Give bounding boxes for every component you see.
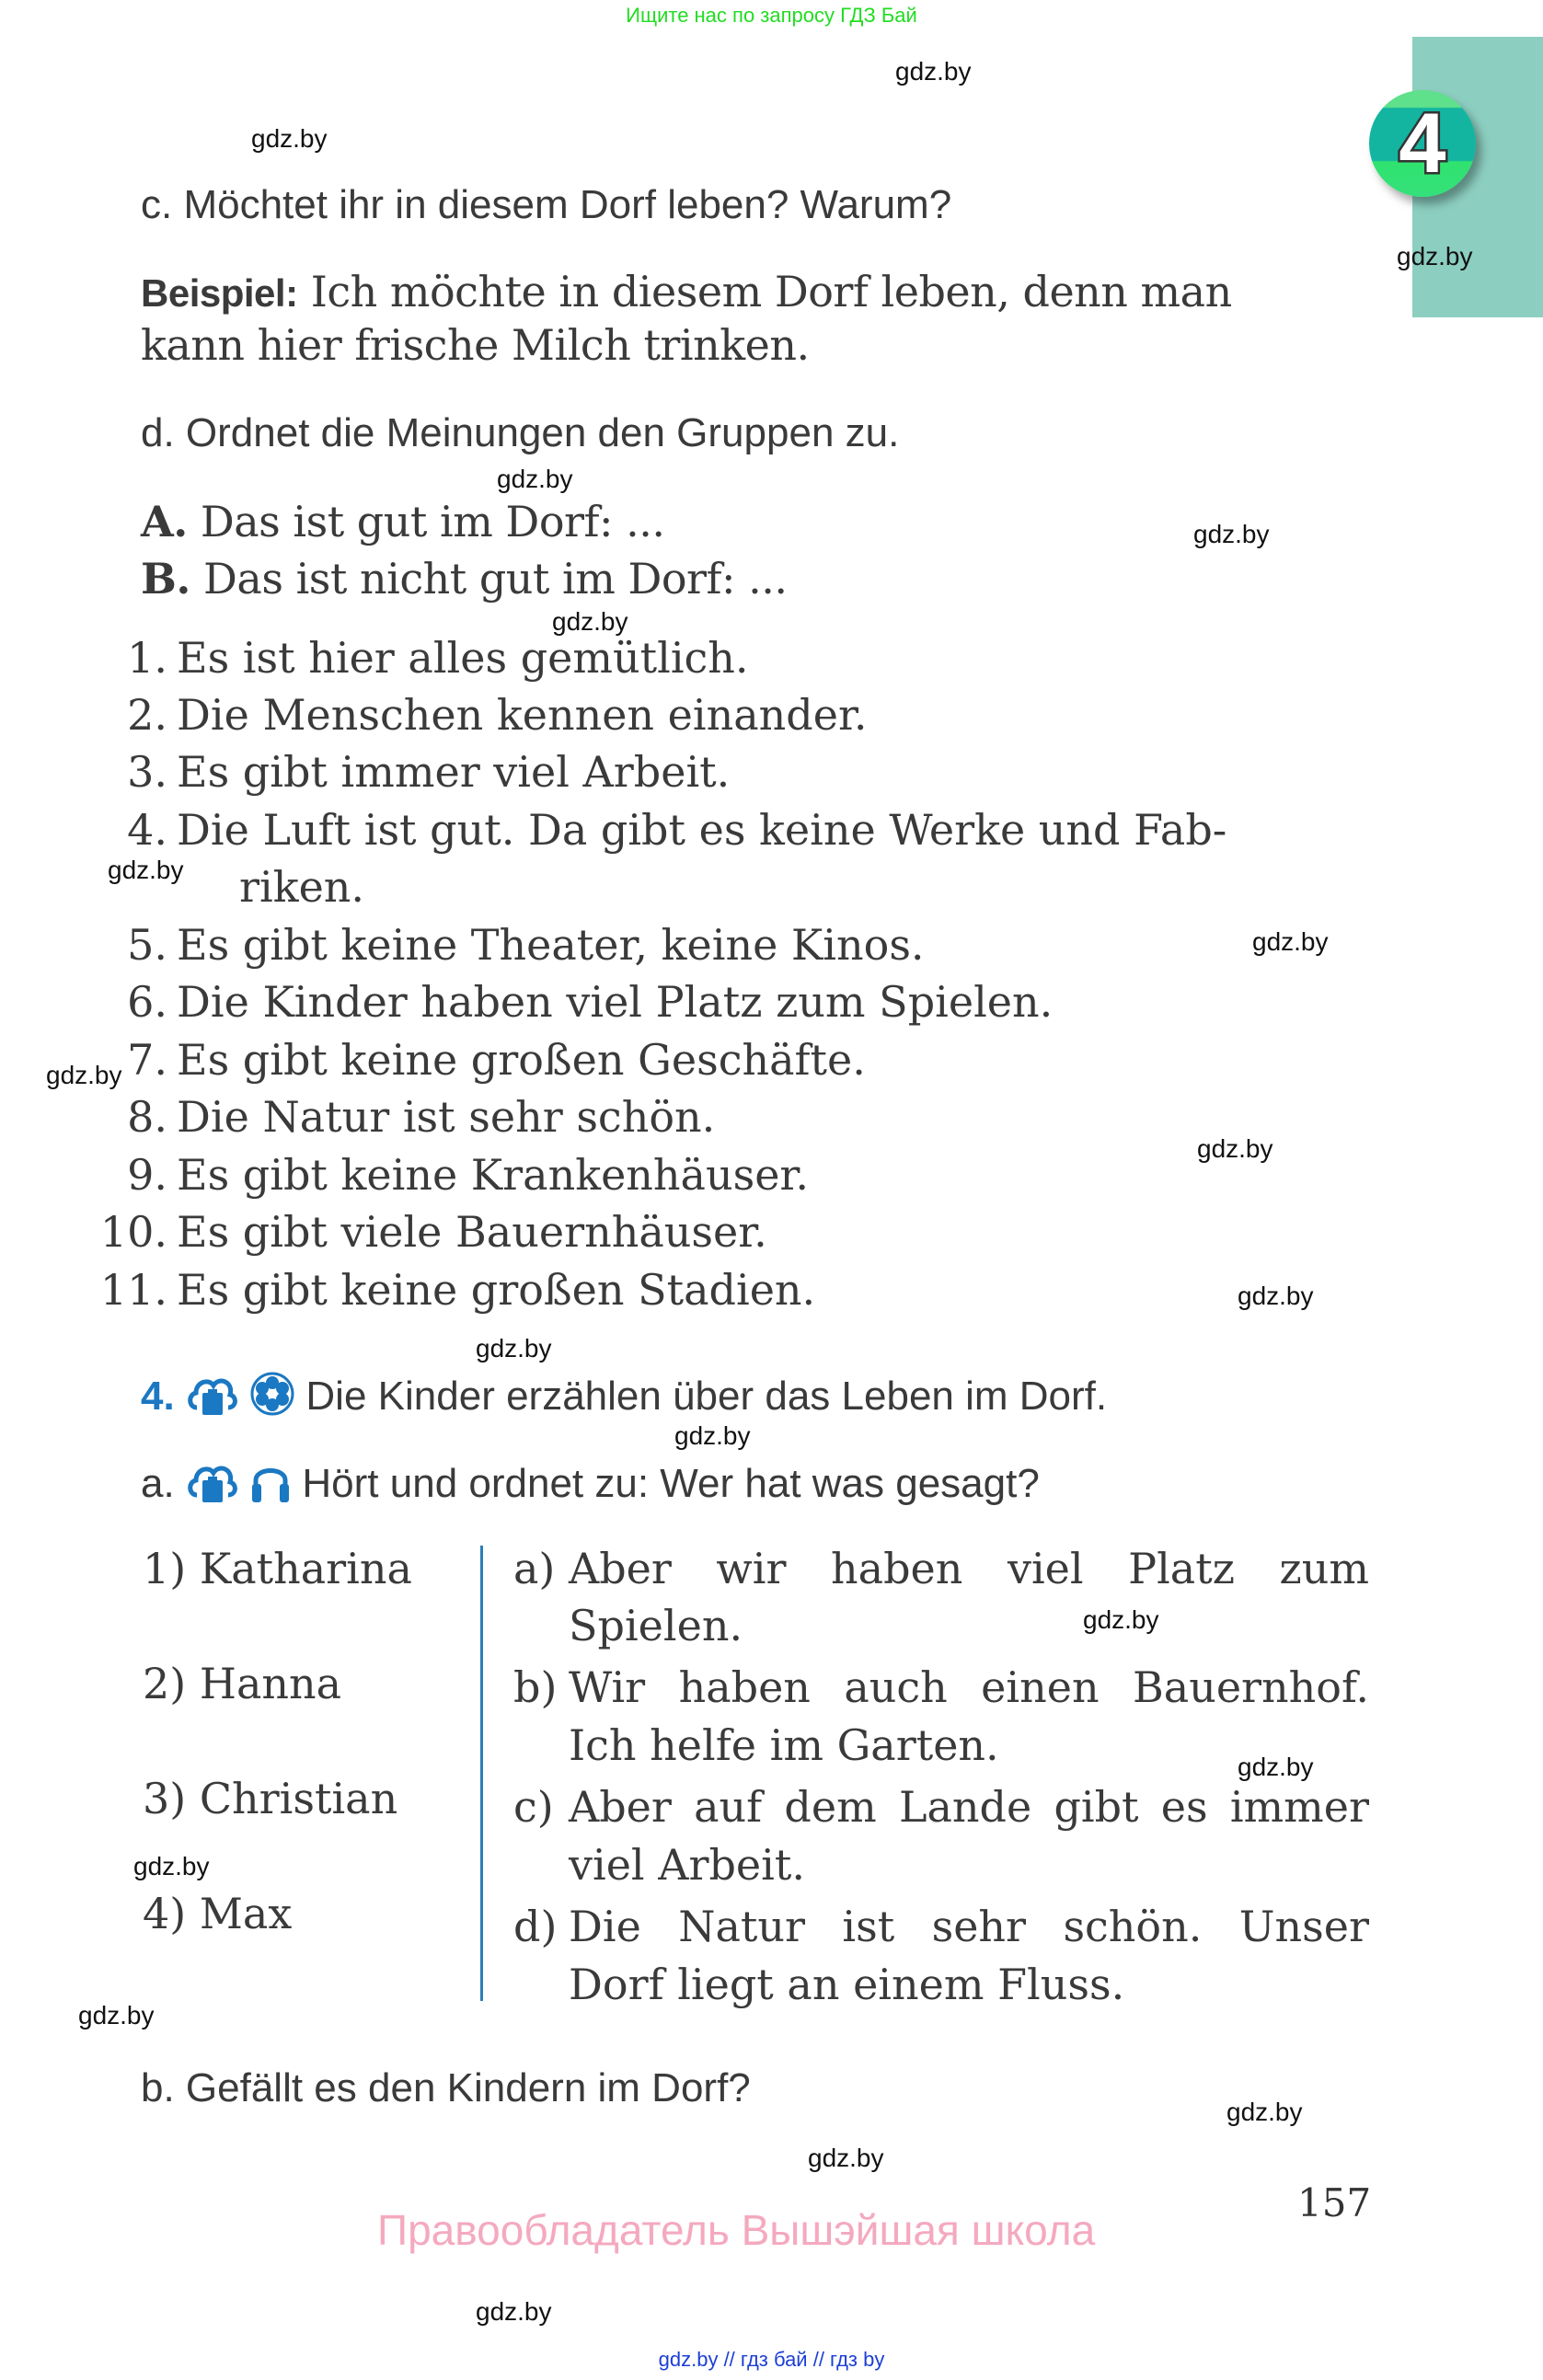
task-4b-heading: b. Gefällt es den Kindern im Dorf? <box>141 2065 751 2110</box>
example-line-2: kann hier frische Milch trinken. <box>141 320 810 370</box>
statement-label: a) <box>513 1544 556 1593</box>
list-item: 1. Es ist hier alles gemütlich. <box>127 633 749 683</box>
statement-label: b) <box>513 1662 558 1712</box>
list-item: 3. Es gibt immer viel Arbeit. <box>127 747 731 797</box>
statement-line: Aber wir haben viel Platz zum <box>569 1544 1369 1593</box>
group-a-text: Das ist gut im Dorf: ... <box>200 497 665 546</box>
cloud-folder-icon <box>186 1458 239 1514</box>
group-a <box>141 497 665 546</box>
column-divider <box>480 1546 483 2001</box>
watermark: gdz.by <box>1226 2098 1303 2126</box>
watermark: gdz.by <box>476 2297 552 2326</box>
top-banner: Ищите нас по запросу ГДЗ Бай <box>626 4 917 27</box>
watermark: gdz.by <box>674 1421 751 1450</box>
statement-line: Die Natur ist sehr schön. Unser <box>569 1902 1369 1951</box>
watermark: gdz.by <box>1193 520 1270 548</box>
task-number: 4. <box>141 1374 175 1420</box>
name-item: 2) Hanna <box>143 1659 342 1708</box>
example-label: Beispiel: <box>141 271 298 315</box>
group-b-text: Das ist nicht gut im Dorf: ... <box>203 554 788 604</box>
task-4-title: Die Kinder erzählen über das Leben im Dorf. <box>305 1374 1108 1420</box>
list-item: 2. Die Menschen kennen einander. <box>127 690 868 740</box>
copyright-notice: Правообладатель Вышэйшая школа <box>377 2206 1096 2254</box>
task-4a-heading <box>141 1458 1040 1514</box>
watermark: gdz.by <box>1252 927 1329 956</box>
list-item: 5. Es gibt keine Theater, keine Kinos. <box>127 920 925 970</box>
statement-line: Aber auf dem Lande gibt es immer <box>569 1782 1369 1832</box>
statement-line: Dorf liegt an einem Fluss. <box>569 1960 1125 2009</box>
task-4-heading <box>141 1371 1107 1427</box>
watermark: gdz.by <box>552 607 628 636</box>
group-a-label: A. <box>141 497 188 546</box>
group-b <box>141 554 788 604</box>
watermark: gdz.by <box>108 856 184 884</box>
watermark: gdz.by <box>1397 242 1473 270</box>
list-item-continuation: riken. <box>239 862 365 912</box>
watermark: gdz.by <box>808 2144 884 2172</box>
headphones-icon <box>250 1458 291 1514</box>
example-text: Ich möchte in diesem Dorf leben, denn man <box>310 267 1232 316</box>
chapter-badge <box>1369 90 1476 197</box>
statement-label: c) <box>513 1782 554 1832</box>
list-item: 6. Die Kinder haben viel Platz zum Spielen. <box>127 977 1054 1027</box>
flower-icon <box>250 1372 294 1426</box>
list-item: 10. Es gibt viele Bauernhäuser. <box>99 1207 767 1257</box>
sub-a-label: a. <box>141 1461 175 1507</box>
name-item: 3) Christian <box>143 1774 398 1823</box>
name-item: 1) Katharina <box>143 1544 412 1593</box>
statement-line: viel Arbeit. <box>569 1840 805 1890</box>
footer-links[interactable]: gdz.by // гдз бай // гдз by <box>658 2348 885 2371</box>
watermark: gdz.by <box>1238 1753 1314 1781</box>
watermark: gdz.by <box>78 2001 155 2029</box>
sub-a-title: Hört und ordnet zu: Wer hat was gesagt? <box>302 1461 1040 1507</box>
name-item: 4) Max <box>143 1889 293 1938</box>
group-b-label: B. <box>141 554 190 604</box>
chapter-number: 4 <box>1399 97 1446 190</box>
statement-line: Wir haben auch einen Bauernhof. <box>569 1662 1369 1712</box>
list-item: 4. Die Luft ist gut. Da gibt es keine Werke und Fab- <box>127 805 1227 855</box>
section-c-heading: c. Möchtet ihr in diesem Dorf leben? Warum? <box>141 182 952 227</box>
list-item: 11. Es gibt keine großen Stadien. <box>99 1265 816 1315</box>
list-item: 8. Die Natur ist sehr schön. <box>127 1092 716 1142</box>
watermark: gdz.by <box>251 124 328 153</box>
page-number: 157 <box>1297 2180 1372 2225</box>
list-item: 9. Es gibt keine Krankenhäuser. <box>127 1150 809 1200</box>
statement-line: Ich helfe im Garten. <box>569 1720 999 1770</box>
watermark: gdz.by <box>1238 1282 1314 1310</box>
section-d-heading: d. Ordnet die Meinungen den Gruppen zu. <box>141 410 900 455</box>
watermark: gdz.by <box>895 57 972 86</box>
watermark: gdz.by <box>46 1061 122 1089</box>
example-line-1 <box>141 267 1232 316</box>
watermark: gdz.by <box>133 1852 210 1880</box>
cloud-folder-icon <box>186 1371 239 1427</box>
watermark: gdz.by <box>1197 1134 1273 1163</box>
watermark: gdz.by <box>476 1334 552 1362</box>
watermark: gdz.by <box>1083 1605 1159 1634</box>
watermark: gdz.by <box>497 465 573 493</box>
list-item: 7. Es gibt keine großen Geschäfte. <box>127 1035 866 1085</box>
statement-label: d) <box>513 1902 558 1951</box>
statement-line: Spielen. <box>569 1601 743 1650</box>
